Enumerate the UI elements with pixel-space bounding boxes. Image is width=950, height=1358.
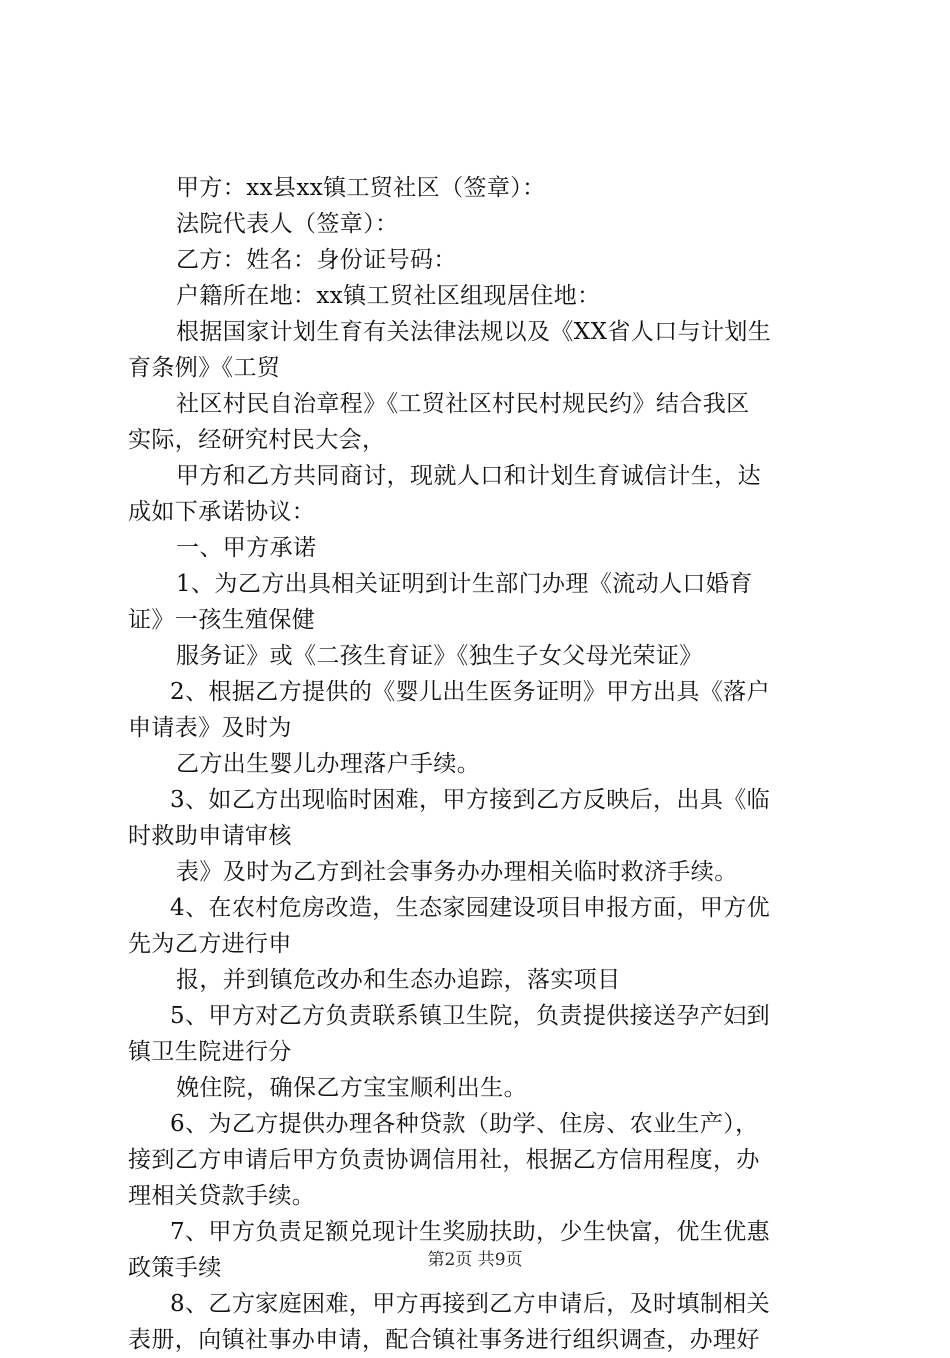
text-line: 法院代表人（签章）： xyxy=(176,211,399,237)
text-line: 3、如乙方出现临时困难，甲方接到乙方反映后，出具《临 xyxy=(170,787,771,813)
document-body xyxy=(128,170,828,1358)
text-line: 甲方和乙方共同商讨，现就人口和计划生育诚信计生，达 xyxy=(176,463,761,489)
text-line: 7、甲方负责足额兑现计生奖励扶助，少生快富，优生优惠 xyxy=(170,1219,771,1245)
text-line: 理相关贷款手续。 xyxy=(128,1183,316,1209)
page-footer: 第2页 共9页 xyxy=(427,1250,523,1270)
text-line: 一、甲方承诺 xyxy=(176,535,317,561)
text-line: 政策手续 xyxy=(128,1255,222,1281)
text-line: 8、乙方家庭困难，甲方再接到乙方申请后，及时填制相关 xyxy=(170,1291,771,1317)
text-line: 服务证》或《二孩生育证》《独生子女父母光荣证》 xyxy=(176,643,703,669)
text-line: 6、为乙方提供办理各种贷款（助学、住房、农业生产）， xyxy=(170,1111,759,1137)
text-line: 2、根据乙方提供的《婴儿出生医务证明》甲方出具《落户 xyxy=(170,679,771,705)
text-line: 4、在农村危房改造，生态家园建设项目申报方面，甲方优 xyxy=(170,895,771,921)
text-line: 1、为乙方出具相关证明到计生部门办理《流动人口婚育 xyxy=(176,571,753,597)
text-line: 证》一孩生殖保健 xyxy=(128,607,316,633)
text-line: 表册，向镇社事办申请，配合镇社事务进行组织调查，办理好 xyxy=(128,1327,760,1353)
text-line: 表》及时为乙方到社会事务办办理相关临时救济手续。 xyxy=(176,859,738,885)
text-line: 接到乙方申请后甲方负责协调信用社，根据乙方信用程度，办 xyxy=(128,1147,760,1173)
text-line: 育条例》《工贸 xyxy=(128,355,281,381)
text-line: 5、甲方对乙方负责联系镇卫生院，负责提供接送孕产妇到 xyxy=(170,1003,771,1029)
text-line: 申请表》及时为 xyxy=(128,715,292,741)
text-line: 甲方：xx县xx镇工贸社区（签章）： xyxy=(176,175,546,201)
text-line: 乙方：姓名：身份证号码： xyxy=(176,247,457,273)
text-line: 根据国家计划生育有关法律法规以及《XX省人口与计划生 xyxy=(176,319,772,345)
text-line: 成如下承诺协议： xyxy=(128,499,316,525)
text-line: 户籍所在地：xx镇工贸社区组现居住地： xyxy=(176,283,601,309)
text-line: 娩住院，确保乙方宝宝顺利出生。 xyxy=(176,1075,527,1101)
text-line: 报，并到镇危改办和生态办追踪，落实项目 xyxy=(176,967,621,993)
text-line: 时救助申请审核 xyxy=(128,823,292,849)
text-line: 镇卫生院进行分 xyxy=(128,1039,292,1065)
text-line: 先为乙方进行申 xyxy=(128,931,292,957)
text-line: 乙方出生婴儿办理落户手续。 xyxy=(176,751,481,777)
text-line: 实际，经研究村民大会， xyxy=(128,427,386,453)
text-line: 社区村民自治章程》《工贸社区村民村规民约》结合我区 xyxy=(176,391,750,417)
